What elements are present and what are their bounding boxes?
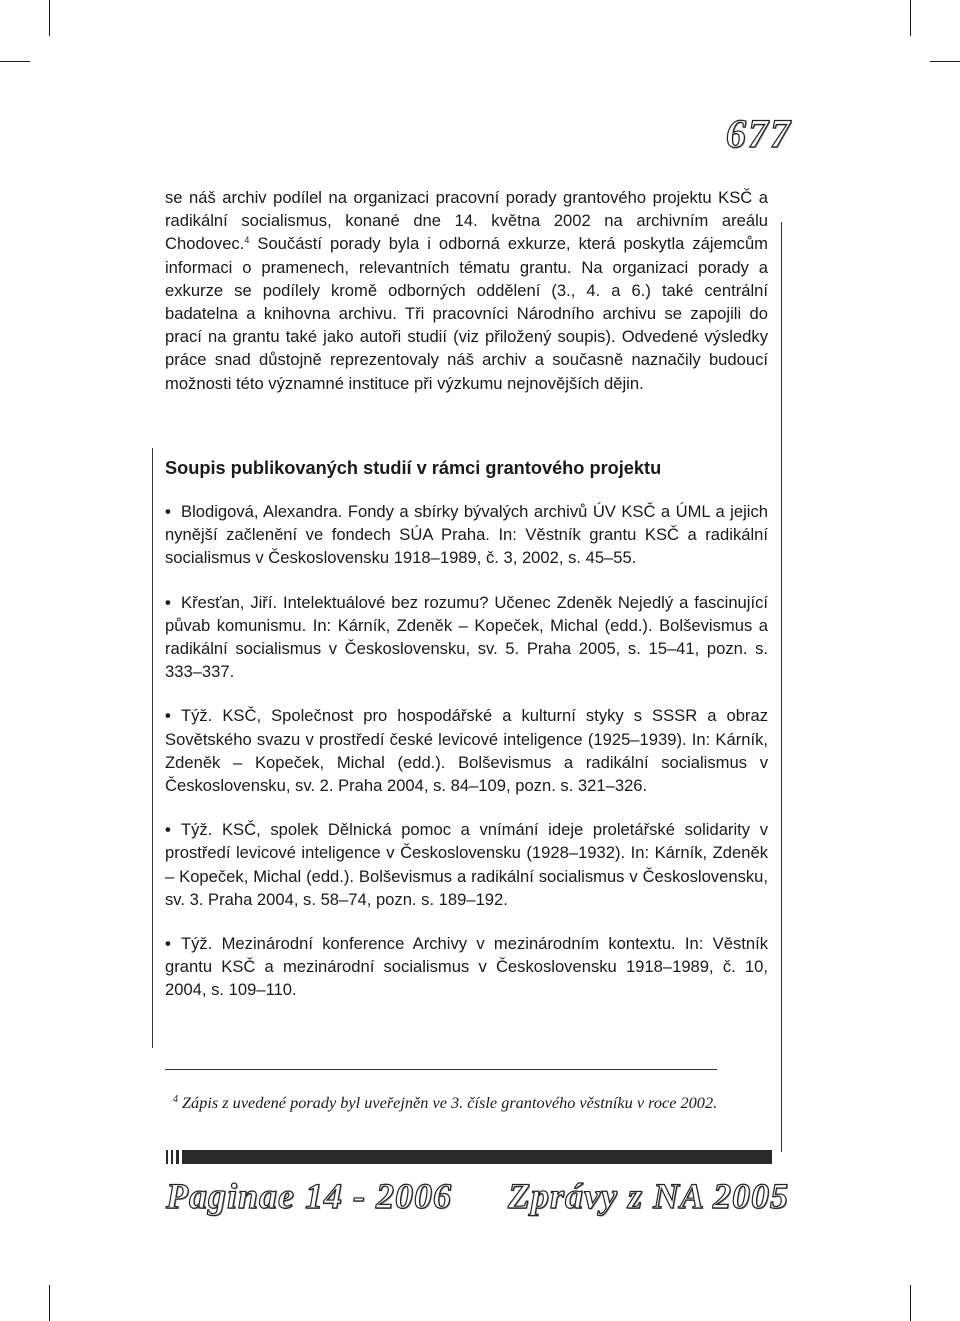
footer-bar	[176, 1150, 179, 1164]
bibliography-item	[165, 591, 768, 684]
footer-journal-title: Paginae 14 - 2006	[166, 1176, 452, 1216]
crop-mark	[930, 61, 960, 62]
bibliography-text: Týž. KSČ, spolek Dělnická pomoc a vnímání ideje proletářské solidarity v prostředí levicové inteligence v Československu (1928–1932). In: Kárník, Zdeněk – Kopeček, Michal (edd.). Bolševismus a radikální socialismus v Československu, sv. 3. Praha 2004, s. 58–74, pozn. s. 189–192.	[165, 820, 768, 909]
bibliography-text: Blodigová, Alexandra. Fondy a sbírky bývalých archivů ÚV KSČ a ÚML a jejich nynější začlenění ve fondech SÚA Praha. In: Věstník grantu KSČ a radikální socialismus v Československu 1918–1989, č. 3, 2002, s. 45–55.	[165, 502, 768, 568]
body-paragraph: se náš archiv podílel na organizaci pracovní porady grantového projektu KSČ a radikální socialismus, konané dne 14. května 2002 na archivním areálu Chodovec.$^4$ Součástí porady byla i odborná exkurze, která poskytla zájemcům informaci o pramenech, relevantních tématu grantu. Na organizaci porady a exkurze se podílely kromě odborných oddělení (3., 4. a 6.) také centrální badatelna a knihovna archivu. Tři pracovníci Národního archivu se zapojili do prací na grantu také jako autoři studií (viz přiložený soupis). Odvedené výsledky práce snad důstojně reprezentovaly náš archiv a současně naznačily budoucí možnosti této významné instituce při výzkumu nejnovějších dějin.	[165, 188, 768, 393]
footnote-text: Zápis z uvedené porady byl uveřejněn ve 3. čísle grantového věstníku v roce 2002.	[182, 1093, 718, 1112]
footnote	[165, 1092, 725, 1114]
crop-mark	[910, 0, 911, 36]
crop-mark	[49, 0, 50, 36]
bullet-icon: •	[165, 502, 171, 521]
footer-bar	[171, 1150, 173, 1164]
footer-bar	[166, 1150, 168, 1164]
section-heading: Soupis publikovaných studií v rámci grantového projektu	[165, 458, 662, 478]
bibliography-item	[165, 932, 768, 1002]
footer-bars	[166, 1150, 772, 1164]
bibliography-list	[165, 500, 768, 1023]
crop-mark	[0, 61, 30, 62]
bullet-icon: •	[165, 706, 171, 726]
bibliography-text: Týž. KSČ, Společnost pro hospodářské a kulturní styky s SSSR a obraz Sovětského svazu v prostředí české levicové inteligence (1925–1939). In: Kárník, Zdeněk – Kopeček, Michal (edd.). Bolševismus a radikální socialismus v Československu, sv. 2. Praha 2004, s. 84–109, pozn. s. 321–326.	[165, 706, 768, 796]
footnote-marker: 4	[173, 1094, 178, 1105]
margin-rule-right	[781, 222, 782, 1152]
bibliography-item	[165, 704, 768, 797]
footer-bar	[182, 1150, 772, 1164]
bullet-icon: •	[165, 820, 171, 840]
margin-rule-left	[152, 448, 153, 1048]
page-number: 677	[726, 111, 792, 156]
bibliography-item	[165, 500, 768, 570]
bullet-icon: •	[165, 934, 171, 954]
footnote-rule	[165, 1069, 717, 1070]
bibliography-item	[165, 818, 768, 911]
crop-mark	[49, 1285, 50, 1321]
crop-mark	[910, 1285, 911, 1321]
bibliography-text: Křesťan, Jiří. Intelektuálové bez rozumu? Učenec Zdeněk Nejedlý a fascinující půvab komunismu. In: Kárník, Zdeněk – Kopeček, Michal (edd.). Bolševismus a radikální socialismus v Československu, sv. 5. Praha 2005, s. 15–41, pozn. s. 333–337.	[165, 592, 768, 682]
footer-section-title: Zprávy z NA 2005	[508, 1176, 789, 1216]
bibliography-text: Týž. Mezinárodní konference Archivy v mezinárodním kontextu. In: Věstník grantu KSČ a mezinárodní socialismus v Československu 1918–1989, č. 10, 2004, s. 109–110.	[165, 934, 768, 1000]
bullet-icon: •	[165, 592, 171, 612]
